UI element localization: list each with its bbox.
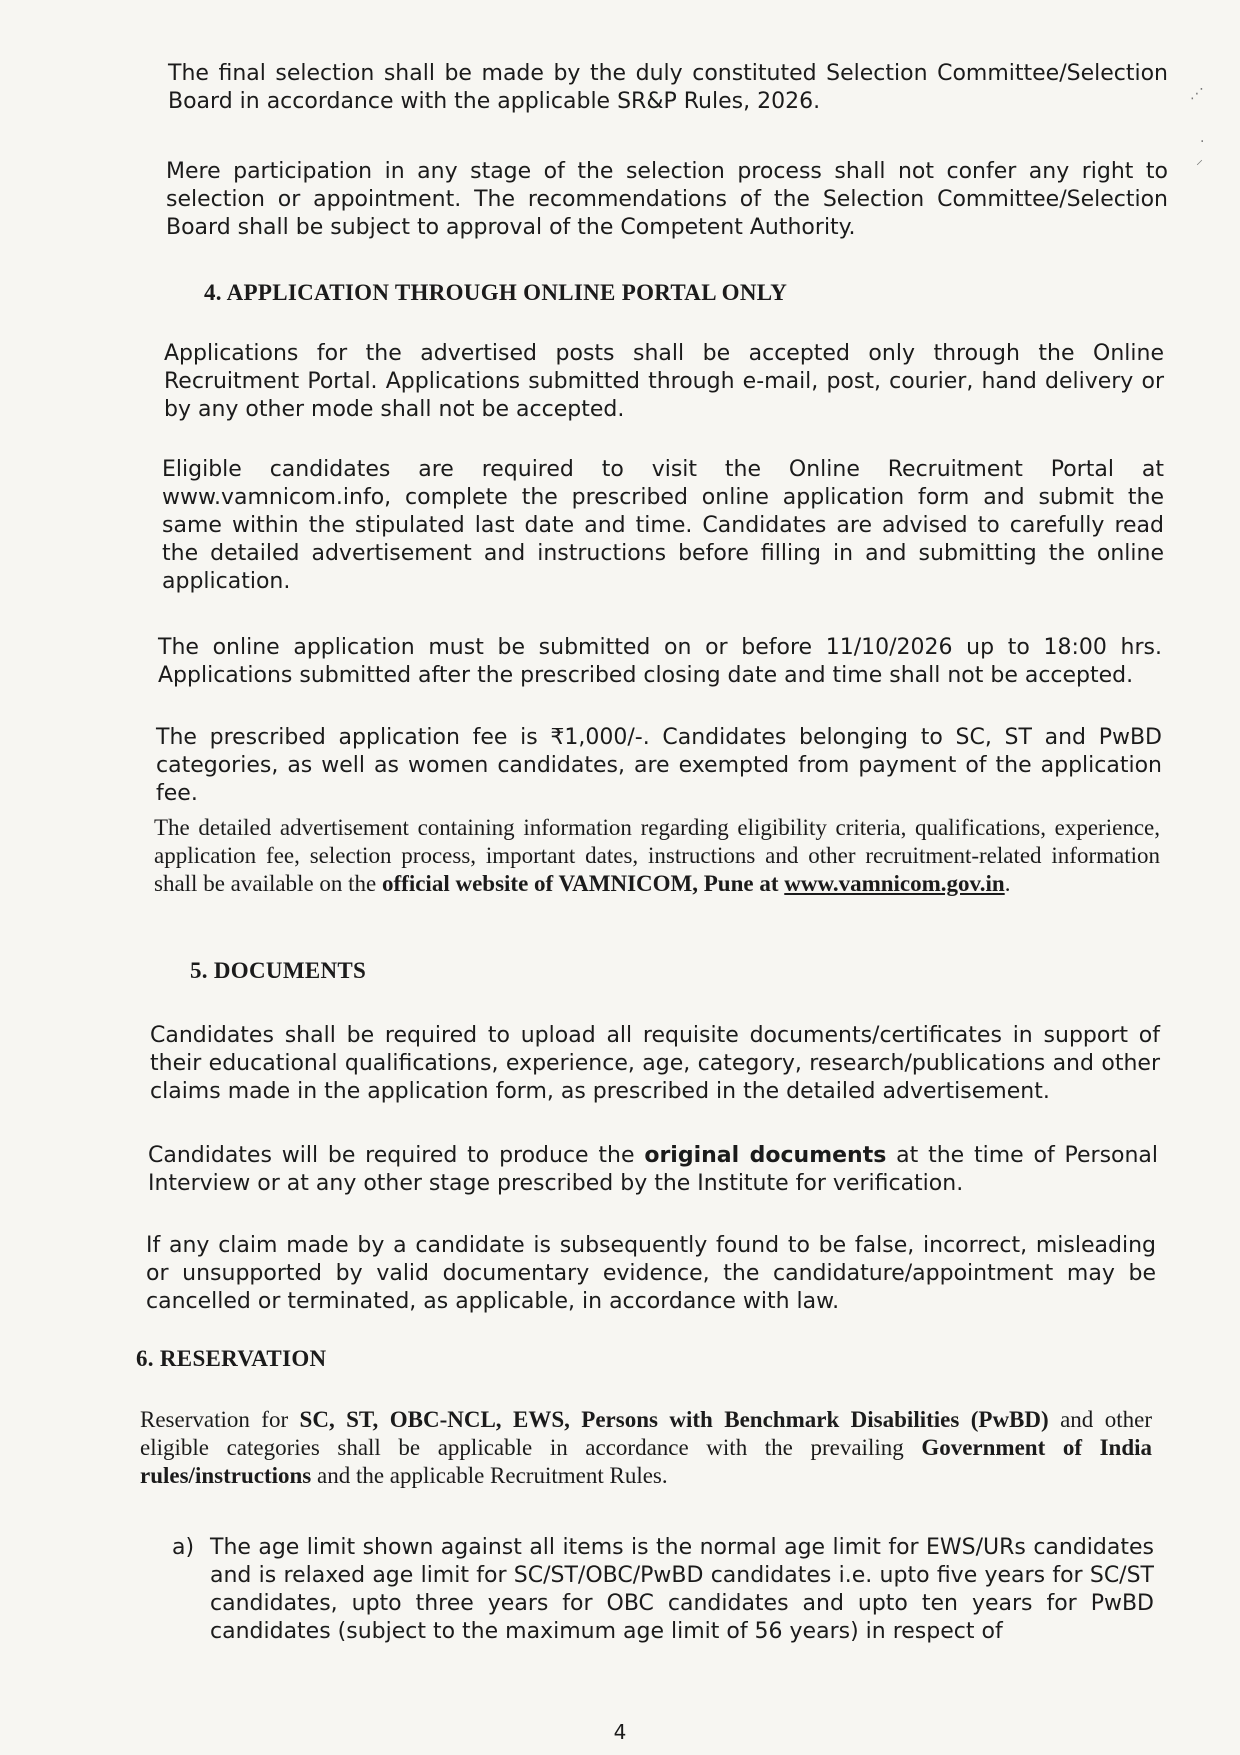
section-heading-5: 5. DOCUMENTS <box>190 958 367 983</box>
paragraph-reservation <box>140 1406 1152 1490</box>
original-documents-text-start: Candidates will be required to produce the <box>148 1143 645 1168</box>
page-number: 4 <box>613 1720 627 1744</box>
paragraph-original-documents <box>148 1142 1158 1198</box>
paragraph-portal-only: Applications for the advertised posts shall be accepted only through the Online Recruitment Portal. Applications submitted through e-mail, post, courier, hand delivery or by any other mode shall not be accepted. <box>164 341 1164 422</box>
paragraph-application-fee: The prescribed application fee is ₹1,000/-. Candidates belonging to SC, ST and PwBD categories, as well as women candidates, are exempted from payment of the application fee. <box>156 725 1162 806</box>
list-item-age-limit: The age limit shown against all items is the normal age limit for EWS/URs candidates and is relaxed age limit for SC/ST/OBC/PwBD candidates i.e. upto five years for SC/ST candidates, upto three years for OBC candidates and upto ten years for PwBD candidates (subject to the maximum age limit of 56 years) in respect of <box>210 1535 1154 1644</box>
reservation-goi-rules: Government of India rules/instructions <box>140 1435 1153 1488</box>
reservation-text-c: and other eligible categories shall be applicable in accordance with the prevailing <box>140 1407 1152 1460</box>
section-heading-6: 6. RESERVATION <box>136 1346 327 1371</box>
reservation-categories: SC, ST, OBC-NCL, EWS, Persons with Benchmark Disabilities (PwBD) <box>299 1407 1049 1432</box>
paragraph-false-claims: If any claim made by a candidate is subsequently found to be false, incorrect, misleading or unsupported by valid documentary evidence, the candidature/appointment may be cancelled or terminated, as applicable, in accordance with law. <box>146 1233 1156 1314</box>
advertisement-period: . <box>1004 871 1011 896</box>
scan-mark: · <box>1200 134 1205 150</box>
paragraph-upload-documents: Candidates shall be required to upload all requisite documents/certificates in support of their educational qualifications, experience, age, category, research/publications and other claims made in the application form, as prescribed in the detailed advertisement. <box>150 1023 1160 1104</box>
scan-mark: ⋰ <box>1190 86 1204 102</box>
paragraph-final-selection: The final selection shall be made by the duly constituted Selection Committee/Selection Board in accordance with the applicable SR&P Rules, 2026. <box>168 61 1168 114</box>
paragraph-eligible-candidates: Eligible candidates are required to visit the Online Recruitment Portal at www.vamnicom.info, complete the prescribed online application form and submit the same within the stipulated last date and time. Candidates are advised to carefully read the detailed advertisement and instructions before filling in and submitting the online application. <box>162 457 1164 594</box>
vamnicom-website-link[interactable]: www.vamnicom.gov.in <box>784 871 1005 896</box>
section-heading-4: 4. APPLICATION THROUGH ONLINE PORTAL ONLY <box>204 280 788 305</box>
paragraph-detailed-advertisement <box>154 814 1160 898</box>
original-documents-bold: original documents <box>644 1143 887 1168</box>
paragraph-participation: Mere participation in any stage of the selection process shall not confer any right to selection or appointment. The recommendations of the Selection Committee/Selection Board shall be subject to approval of the Competent Authority. <box>166 159 1168 240</box>
original-documents-text-end: at the time of Personal Interview or at any other stage prescribed by the Institute for verification. <box>148 1143 1159 1196</box>
reservation-text-e: and the applicable Recruitment Rules. <box>311 1463 668 1488</box>
paragraph-closing-date: The online application must be submitted on or before 11/10/2026 up to 18:00 hrs. Applications submitted after the prescribed closing date and time shall not be accepted. <box>158 635 1162 688</box>
official-website-text: official website of VAMNICOM, Pune at <box>382 871 785 896</box>
list-marker-a: a) <box>172 1535 195 1560</box>
reservation-text-a: Reservation for <box>140 1407 300 1432</box>
advertisement-text: The detailed advertisement containing information regarding eligibility criteria, qualifications, experience, application fee, selection process, important dates, instructions and other recruitment-related information shall be available on the <box>154 815 1160 896</box>
scan-mark: ⸝ <box>1196 152 1203 168</box>
